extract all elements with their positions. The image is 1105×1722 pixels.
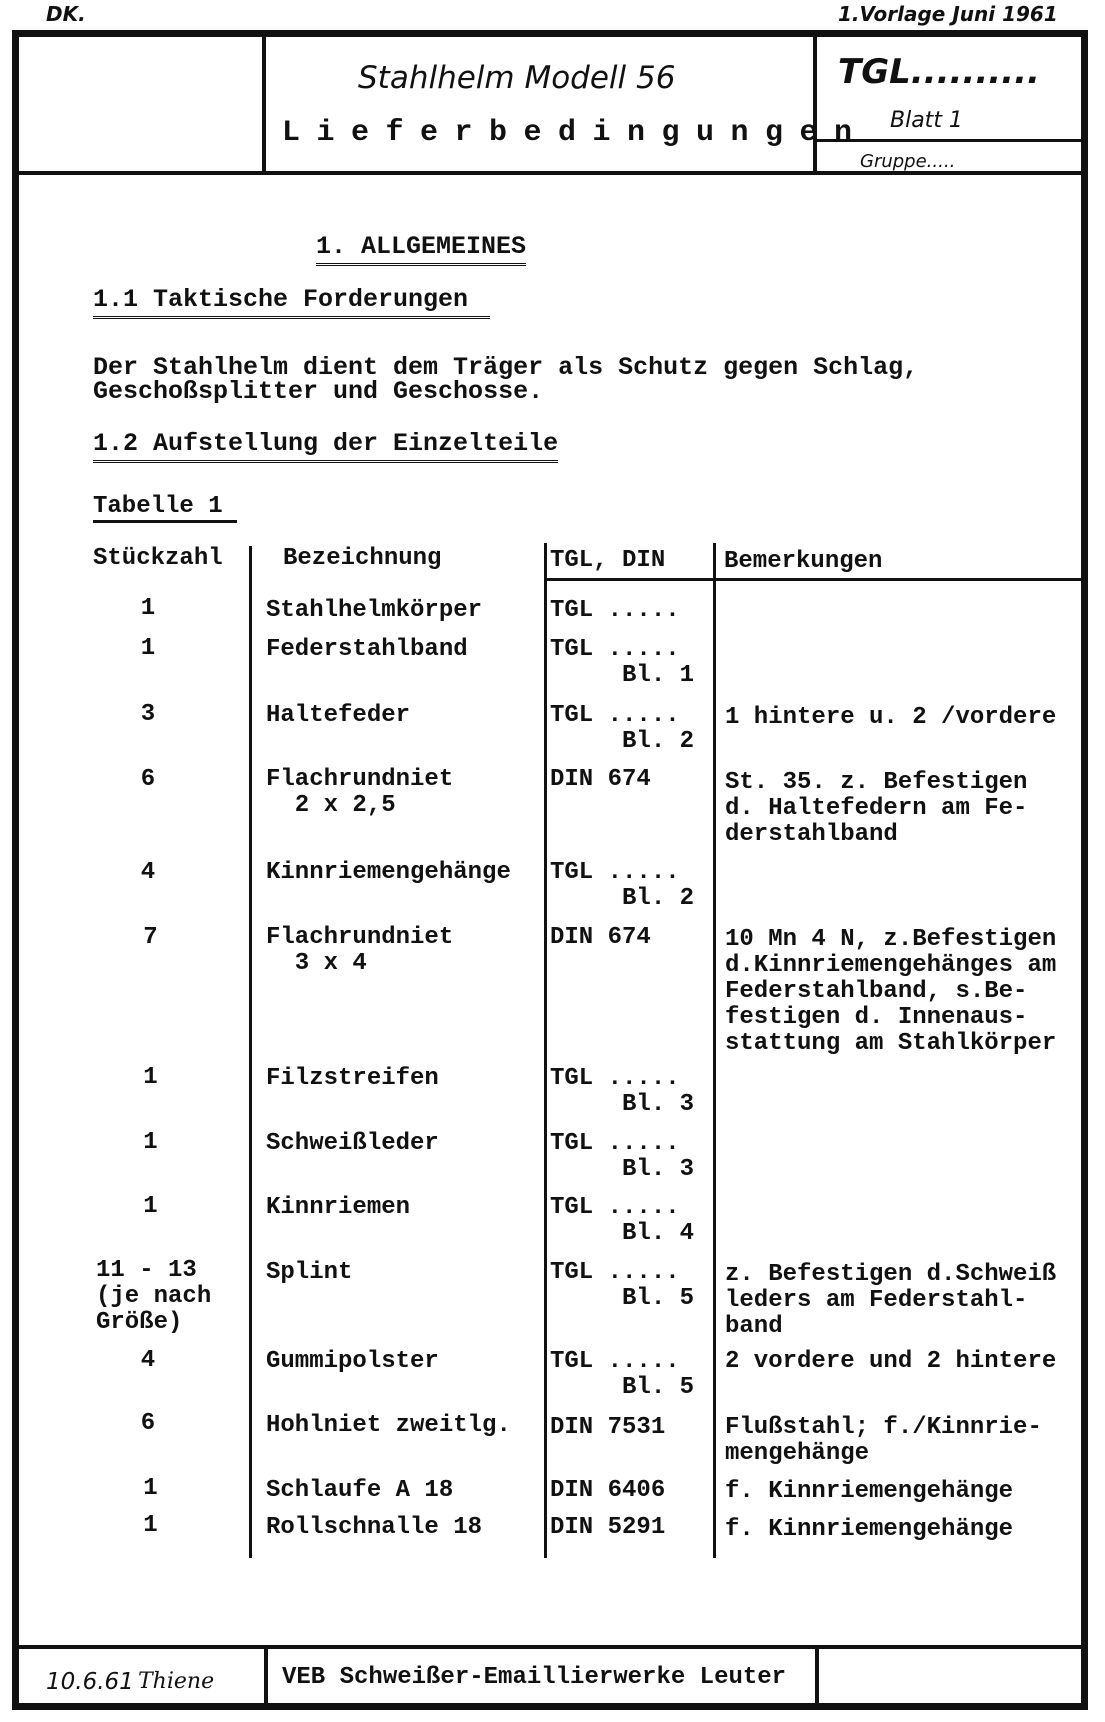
table-cell-standard: TGL ..... Bl. 4 [550, 1194, 695, 1247]
table-cell-designation: Haltefeder [266, 702, 411, 729]
table-header-rule [547, 578, 1083, 581]
table-cell-standard: DIN 7531 [550, 1414, 666, 1441]
column-header-quantity: Stückzahl [93, 545, 223, 572]
table-column-rule-1 [249, 546, 252, 1558]
table-cell-standard: TGL ..... Bl. 3 [550, 1065, 695, 1118]
table-cell-designation: Flachrundniet 2 x 2,5 [266, 766, 454, 819]
tactical-text-line-2: Geschoßsplitter und Geschosse. [93, 377, 544, 406]
table-cell-remarks: f. Kinnriemengehänge [725, 1478, 1014, 1505]
table-cell-designation: Filzstreifen [266, 1065, 439, 1092]
table-cell-designation: Flachrundniet 3 x 4 [266, 924, 454, 977]
table-cell-quantity: 1 [143, 1193, 158, 1220]
table-cell-designation: Schlaufe A 18 [266, 1477, 454, 1504]
table-cell-quantity: 6 [140, 766, 156, 793]
table-cell-designation: Gummipolster [266, 1348, 439, 1375]
table-cell-remarks: 1 hintere u. 2 /vordere [725, 704, 1057, 731]
table-cell-standard: TGL ..... Bl. 1 [550, 636, 695, 689]
table-cell-quantity: 1 [143, 1475, 158, 1502]
table-cell-quantity: 1 [140, 635, 156, 662]
table-cell-standard: DIN 674 [550, 766, 651, 793]
table-cell-quantity: 1 [143, 1064, 158, 1091]
table-cell-remarks: Flußstahl; f./Kinnrie- mengehänge [725, 1414, 1042, 1467]
table-caption: Tabelle 1 [93, 493, 237, 523]
table-cell-standard: TGL ..... Bl. 5 [550, 1259, 695, 1312]
table-column-rule-2 [544, 543, 547, 1558]
header-divider-right [813, 30, 817, 175]
table-cell-remarks: St. 35. z. Befestigen d. Haltefedern am Fe- derstahlband [725, 769, 1028, 848]
table-cell-remarks: z. Befestigen d.Schweiß leders am Federstahl- band [725, 1261, 1057, 1340]
tactical-text-line-1: Der Stahlhelm dient dem Träger als Schutz gegen Schlag, [93, 353, 919, 382]
footer-divider-right [815, 1645, 819, 1710]
table-cell-remarks: 10 Mn 4 N, z.Befestigen d.Kinnriemengehänges am Federstahlband, s.Be- festigen d. Innenaus- stattung am Stahlkörper [725, 926, 1057, 1057]
sheet-number: Blatt 1 [890, 108, 963, 133]
table-cell-quantity: 3 [140, 701, 156, 728]
table-cell-designation: Kinnriemen [266, 1194, 411, 1221]
table-cell-designation: Stahlhelmkörper [266, 597, 483, 624]
column-header-designation: Bezeichnung [283, 545, 442, 572]
table-cell-standard: TGL ..... [550, 597, 680, 624]
footer-company: VEB Schweißer-Emaillierwerke Leuter [282, 1664, 787, 1691]
table-cell-standard: DIN 5291 [550, 1514, 666, 1541]
table-cell-quantity: 4 [140, 1347, 156, 1374]
table-cell-standard: TGL ..... Bl. 2 [550, 859, 695, 912]
table-cell-quantity: 6 [140, 1410, 156, 1437]
table-cell-quantity: 11 - 13 (je nach Größe) [96, 1257, 212, 1336]
header-divider-left [262, 30, 266, 175]
table-cell-designation: Hohlniet zweitlg. [266, 1412, 511, 1439]
table-cell-standard: DIN 674 [550, 924, 651, 951]
tgl-number: TGL.......... [838, 52, 1040, 92]
column-header-remarks: Bemerkungen [724, 548, 883, 575]
table-cell-quantity: 1 [143, 1129, 158, 1156]
group-field: Gruppe..... [860, 151, 956, 172]
document-title: Stahlhelm Modell 56 [358, 60, 676, 96]
document-subtitle: Lieferbedingungen [282, 116, 869, 150]
edition-note: 1.Vorlage Juni 1961 [838, 2, 1058, 26]
footer-signature: Thiene [138, 1669, 215, 1694]
table-cell-designation: Kinnriemengehänge [266, 859, 511, 886]
table-cell-designation: Splint [266, 1259, 353, 1286]
table-cell-quantity: 1 [143, 1512, 158, 1539]
column-header-standard: TGL, DIN [550, 547, 666, 574]
footer-top-rule [12, 1645, 1088, 1649]
footer-date: 10.6.61 [46, 1669, 134, 1695]
table-cell-designation: Rollschnalle 18 [266, 1514, 483, 1541]
table-cell-remarks: 2 vordere und 2 hintere [725, 1348, 1057, 1375]
section-heading-tactical: 1.1 Taktische Forderungen [93, 285, 490, 319]
table-cell-quantity: 1 [140, 595, 156, 622]
footer-divider-left [264, 1645, 268, 1710]
table-cell-standard: TGL ..... Bl. 5 [550, 1348, 695, 1401]
table-cell-remarks: f. Kinnriemengehänge [725, 1516, 1014, 1543]
section-heading-parts-list: 1.2 Aufstellung der Einzelteile [93, 429, 558, 463]
document-code: DK. [46, 2, 86, 26]
table-cell-standard: TGL ..... Bl. 3 [550, 1130, 695, 1183]
table-cell-quantity: 4 [140, 859, 156, 886]
table-cell-designation: Federstahlband [266, 636, 468, 663]
table-cell-standard: TGL ..... Bl. 2 [550, 702, 695, 755]
section-heading-general: 1. ALLGEMEINES [316, 232, 526, 266]
table-column-rule-3 [713, 543, 716, 1558]
table-cell-quantity: 7 [143, 924, 158, 951]
table-cell-designation: Schweißleder [266, 1130, 439, 1157]
table-cell-standard: DIN 6406 [550, 1477, 666, 1504]
